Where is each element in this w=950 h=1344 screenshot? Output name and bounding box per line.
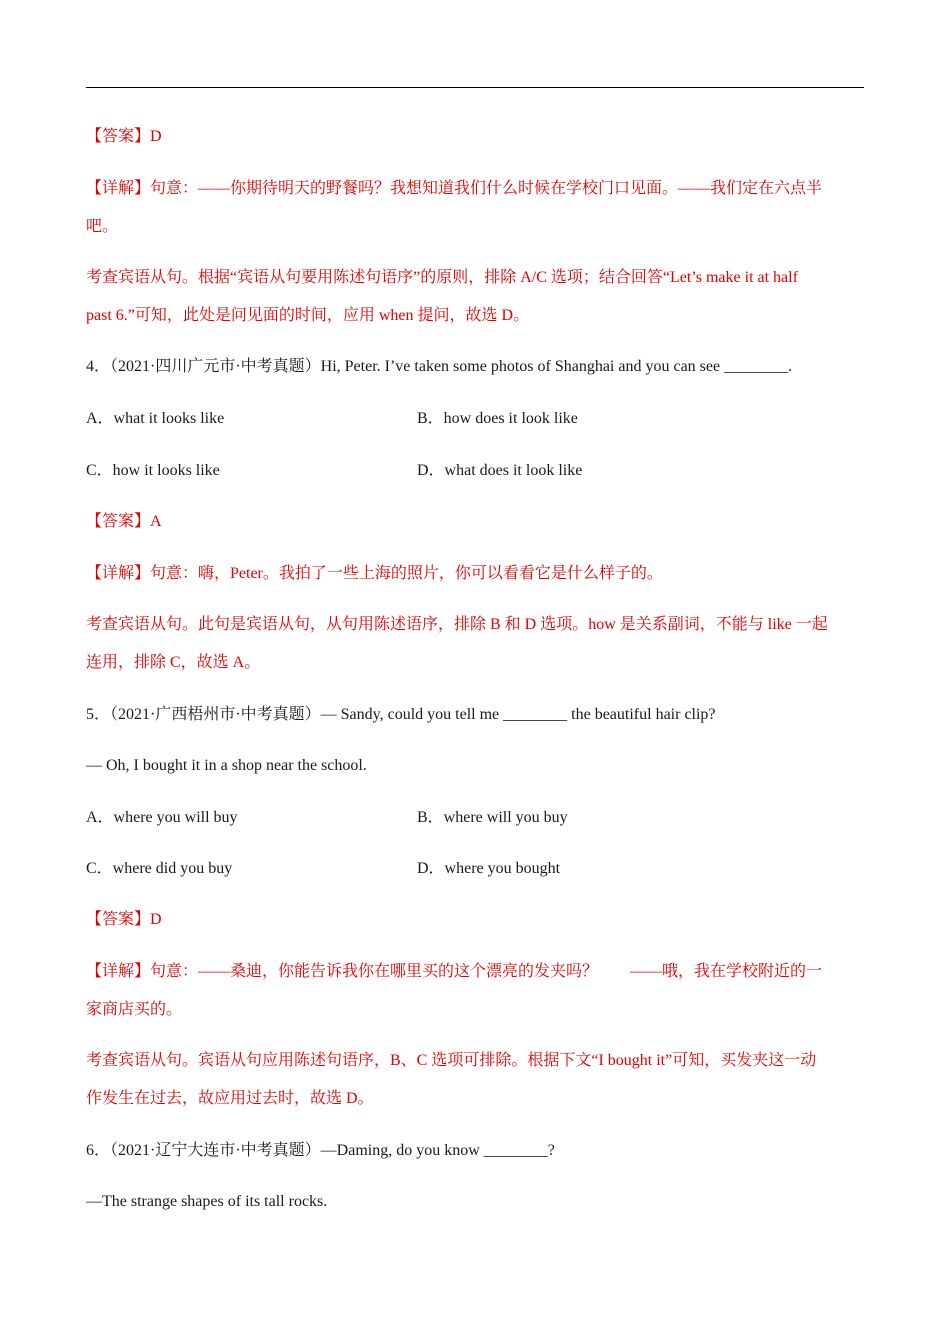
q4-answer: 【答案】A xyxy=(86,513,162,530)
q5-option-c: C．where did you buy xyxy=(86,860,233,877)
q5-stem: 5．（2021·广西梧州市·中考真题）— Sandy, could you tell me ________ the beautiful hair clip? xyxy=(86,706,716,723)
q6-reply: —The strange shapes of its tall rocks. xyxy=(86,1193,328,1210)
q5-analysis-line2: 作发生在过去，故应用过去时，故选 D。 xyxy=(86,1090,374,1107)
q4-stem: 4．（2021·四川广元市·中考真题）Hi, Peter. I’ve taken some photos of Shanghai and you can see ________. xyxy=(86,358,793,375)
header-rule xyxy=(86,87,864,88)
q4-detail: 【详解】句意：嗨，Peter。我拍了一些上海的照片，你可以看看它是什么样子的。 xyxy=(86,565,663,582)
q3-answer: 【答案】D xyxy=(86,128,162,145)
q4-option-b: B．how does it look like xyxy=(417,410,578,427)
q5-option-a: A．where you will buy xyxy=(86,809,238,826)
q5-option-d: D．where you bought xyxy=(417,860,561,877)
q5-reply: — Oh, I bought it in a shop near the school. xyxy=(86,757,367,774)
q4-option-a: A．what it looks like xyxy=(86,410,225,427)
q3-analysis-line1: 考查宾语从句。根据“宾语从句要用陈述句语序”的原则，排除 A/C 选项；结合回答“Let’s make it at half xyxy=(86,269,798,286)
q4-option-d: D．what does it look like xyxy=(417,462,583,479)
q5-answer: 【答案】D xyxy=(86,911,162,928)
q5-detail-line1: 【详解】句意：——桑迪，你能告诉我你在哪里买的这个漂亮的发夹吗？ ——哦，我在学校附近的一 xyxy=(86,963,823,980)
q4-analysis-line1: 考查宾语从句。此句是宾语从句，从句用陈述语序，排除 B 和 D 选项。how 是关系副词，不能与 like 一起 xyxy=(86,616,828,633)
q3-detail-line1: 【详解】句意：——你期待明天的野餐吗？我想知道我们什么时候在学校门口见面。——我们定在六点半 xyxy=(86,180,823,197)
q3-analysis-line2: past 6.”可知，此处是问见面的时间，应用 when 提问，故选 D。 xyxy=(86,307,530,324)
q6-stem: 6．（2021·辽宁大连市·中考真题）—Daming, do you know ________? xyxy=(86,1142,555,1159)
q5-detail-line2: 家商店买的。 xyxy=(86,1001,183,1018)
q3-detail-line2: 吧。 xyxy=(86,218,119,235)
q4-option-c: C．how it looks like xyxy=(86,462,220,479)
q4-analysis-line2: 连用，排除 C，故选 A。 xyxy=(86,654,261,671)
q5-option-b: B．where will you buy xyxy=(417,809,568,826)
q5-analysis-line1: 考查宾语从句。宾语从句应用陈述句语序，B、C 选项可排除。根据下文“I bought it”可知，买发夹这一动 xyxy=(86,1052,817,1069)
